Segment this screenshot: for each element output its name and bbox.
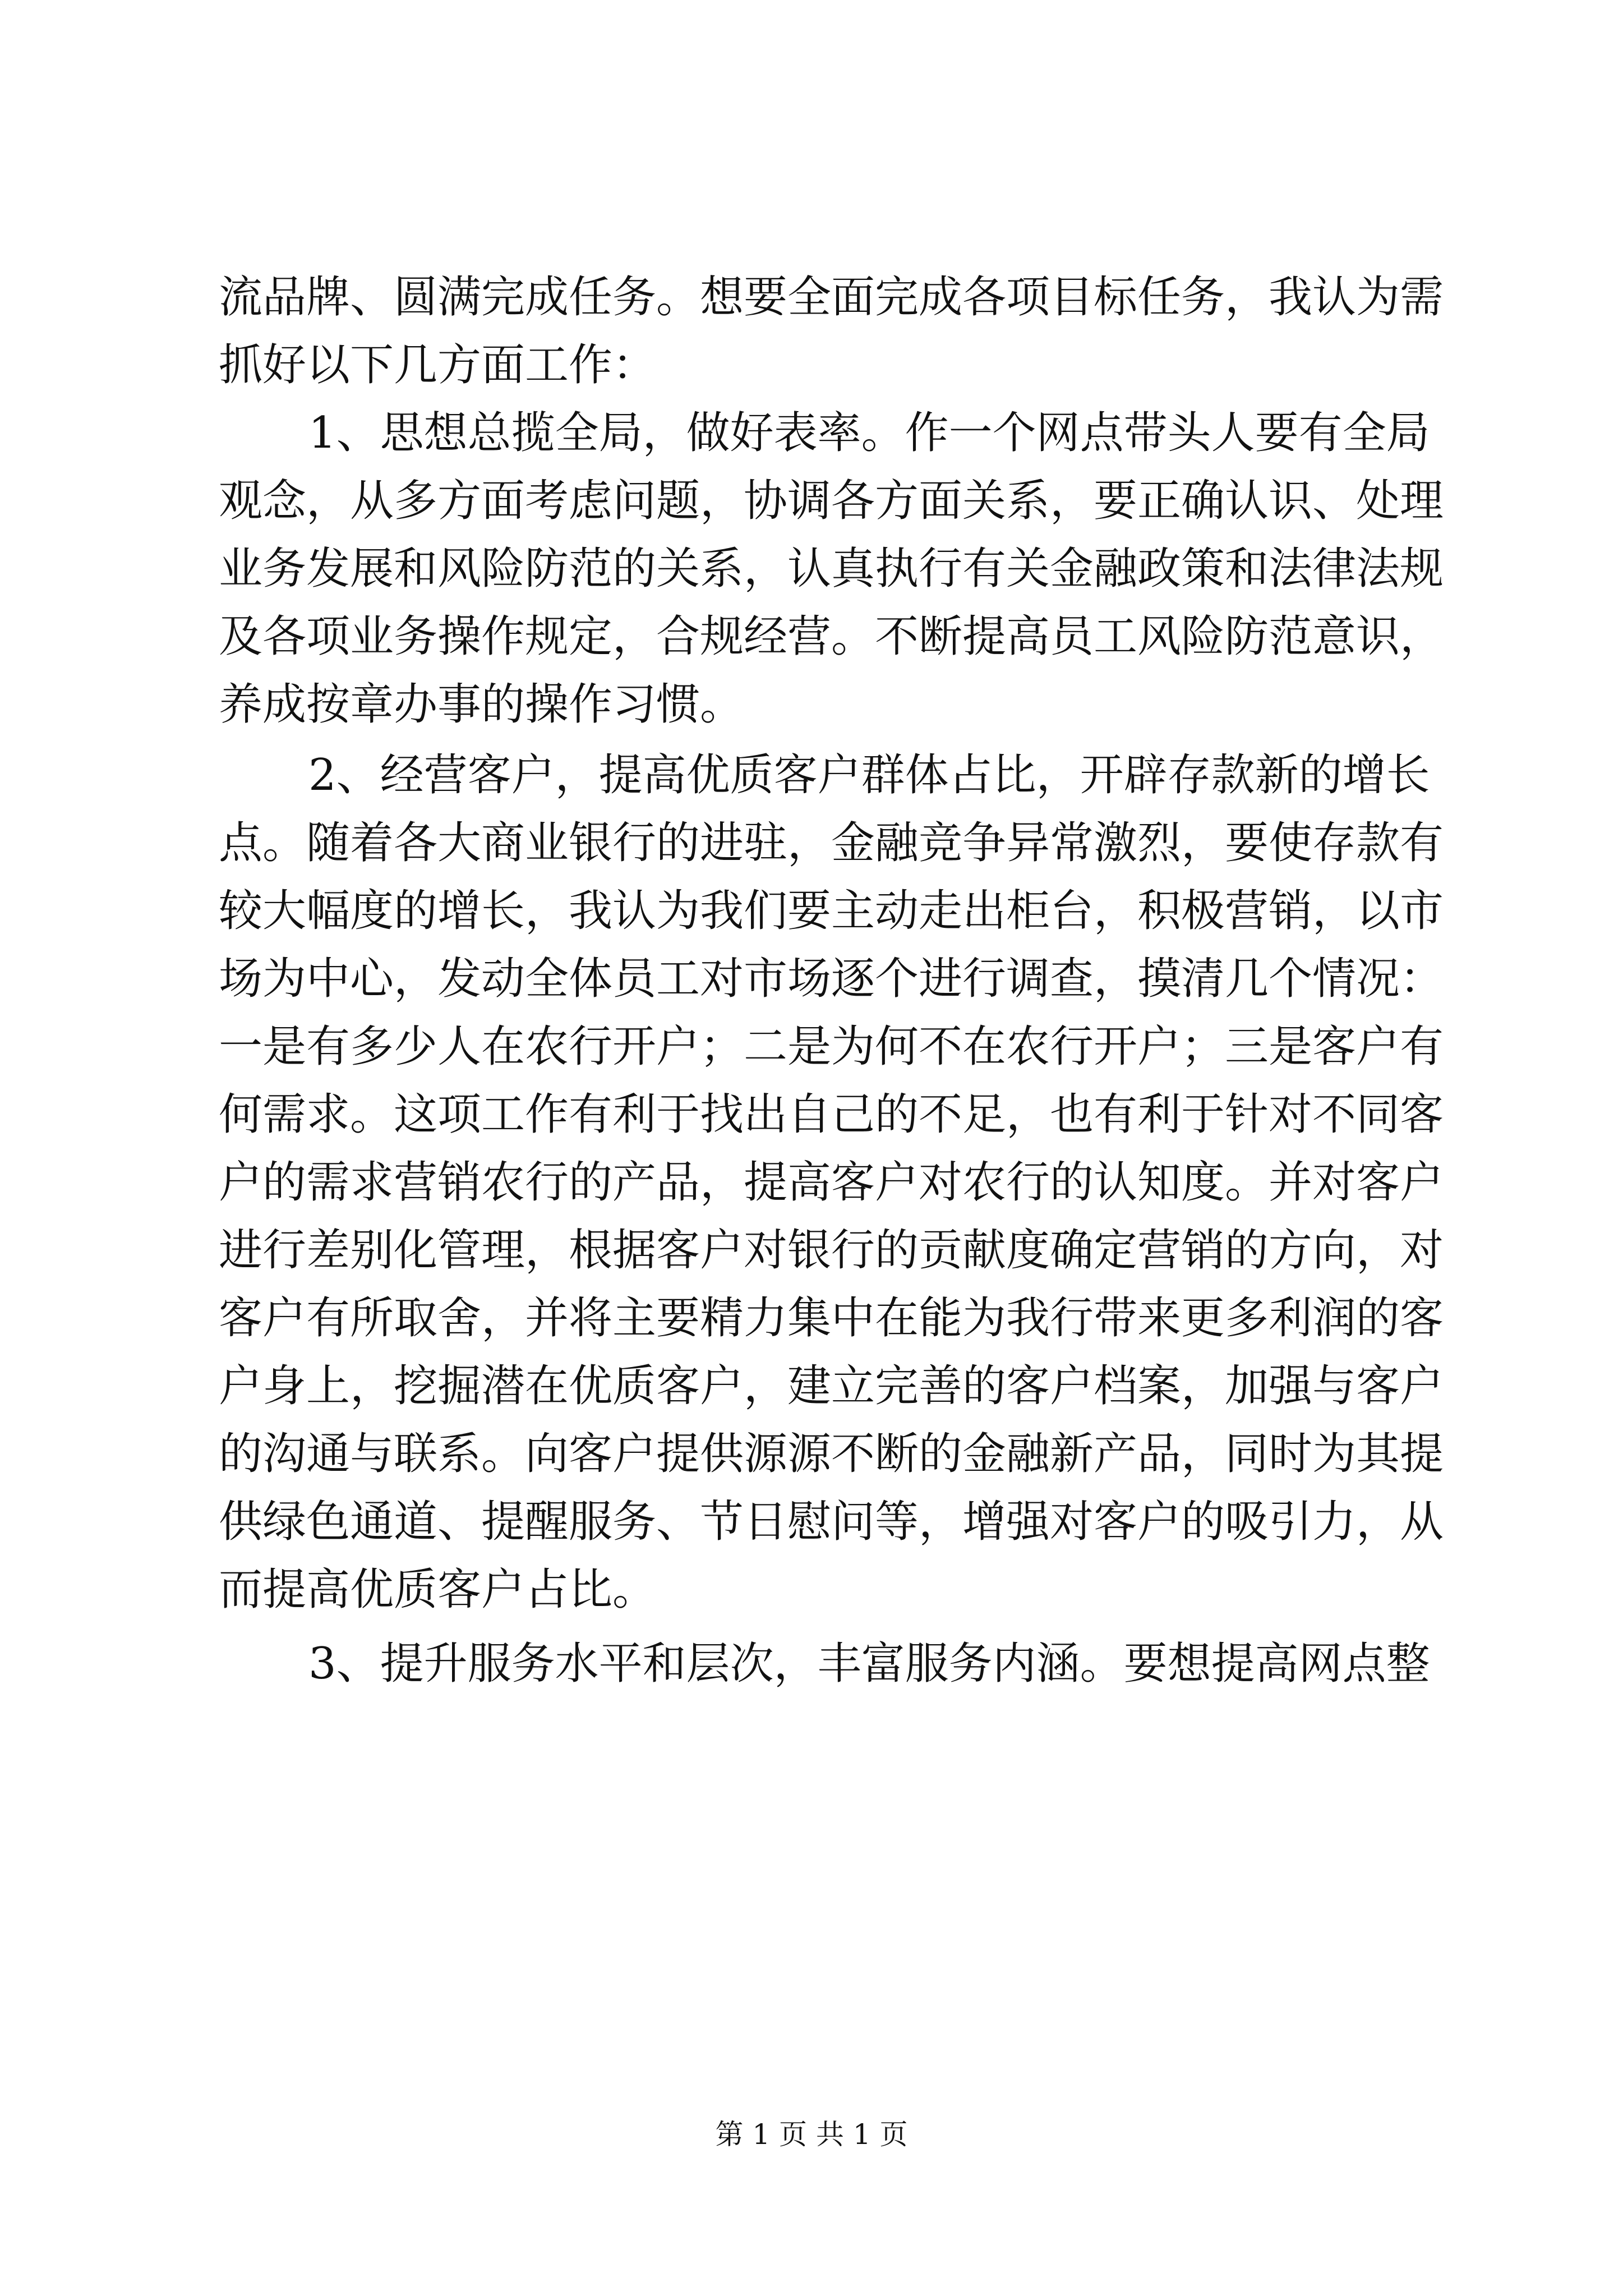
paragraph-3-start: 3、提升服务水平和层次，丰富服务内涵。要想提高网点整 <box>308 1639 1430 1689</box>
text-line: 抓好以下几方面工作： <box>219 340 657 390</box>
text-line: 场为中心，发动全体员工对市场逐个进行调查，摸清几个情况： <box>219 954 1444 1004</box>
page-footer: 第 1 页 共 1 页 <box>715 2118 908 2151</box>
text-line: 供绿色通道、提醒服务、节日慰问等，增强对客户的吸引力，从 <box>219 1497 1444 1547</box>
text-line: 进行差别化管理，根据客户对银行的贡献度确定营销的方向，对 <box>219 1225 1444 1276</box>
text-line: 的沟通与联系。向客户提供源源不断的金融新产品，同时为其提 <box>219 1429 1444 1479</box>
text-line: 观念，从多方面考虑问题，协调各方面关系，要正确认识、处理 <box>219 476 1444 526</box>
text-line: 而提高优质客户占比。 <box>219 1565 657 1615</box>
paragraph-1-start: 1、思想总揽全局，做好表率。作一个网点带头人要有全局 <box>308 408 1430 458</box>
text-line: 业务发展和风险防范的关系，认真执行有关金融政策和法律法规 <box>219 544 1444 594</box>
text-line: 客户有所取舍，并将主要精力集中在能为我行带来更多利润的客 <box>219 1293 1444 1343</box>
text-line: 养成按章办事的操作习惯。 <box>219 679 744 730</box>
text-line: 较大幅度的增长，我认为我们要主动走出柜台，积极营销，以市 <box>219 886 1444 936</box>
text-line: 点。随着各大商业银行的进驻，金融竞争异常激烈，要使存款有 <box>219 818 1444 868</box>
paragraph-2-start: 2、经营客户，提高优质客户群体占比，开辟存款新的增长 <box>308 750 1430 800</box>
text-line: 及各项业务操作规定，合规经营。不断提高员工风险防范意识， <box>219 611 1444 662</box>
text-line: 一是有多少人在农行开户；二是为何不在农行开户；三是客户有 <box>219 1022 1444 1072</box>
text-line: 户的需求营销农行的产品，提高客户对农行的认知度。并对客户 <box>219 1157 1444 1208</box>
text-line: 流品牌、圆满完成任务。想要全面完成各项目标任务，我认为需 <box>219 272 1444 323</box>
text-line: 何需求。这项工作有利于找出自己的不足，也有利于针对不同客 <box>219 1089 1444 1140</box>
text-line: 户身上，挖掘潜在优质客户，建立完善的客户档案，加强与客户 <box>219 1361 1444 1411</box>
